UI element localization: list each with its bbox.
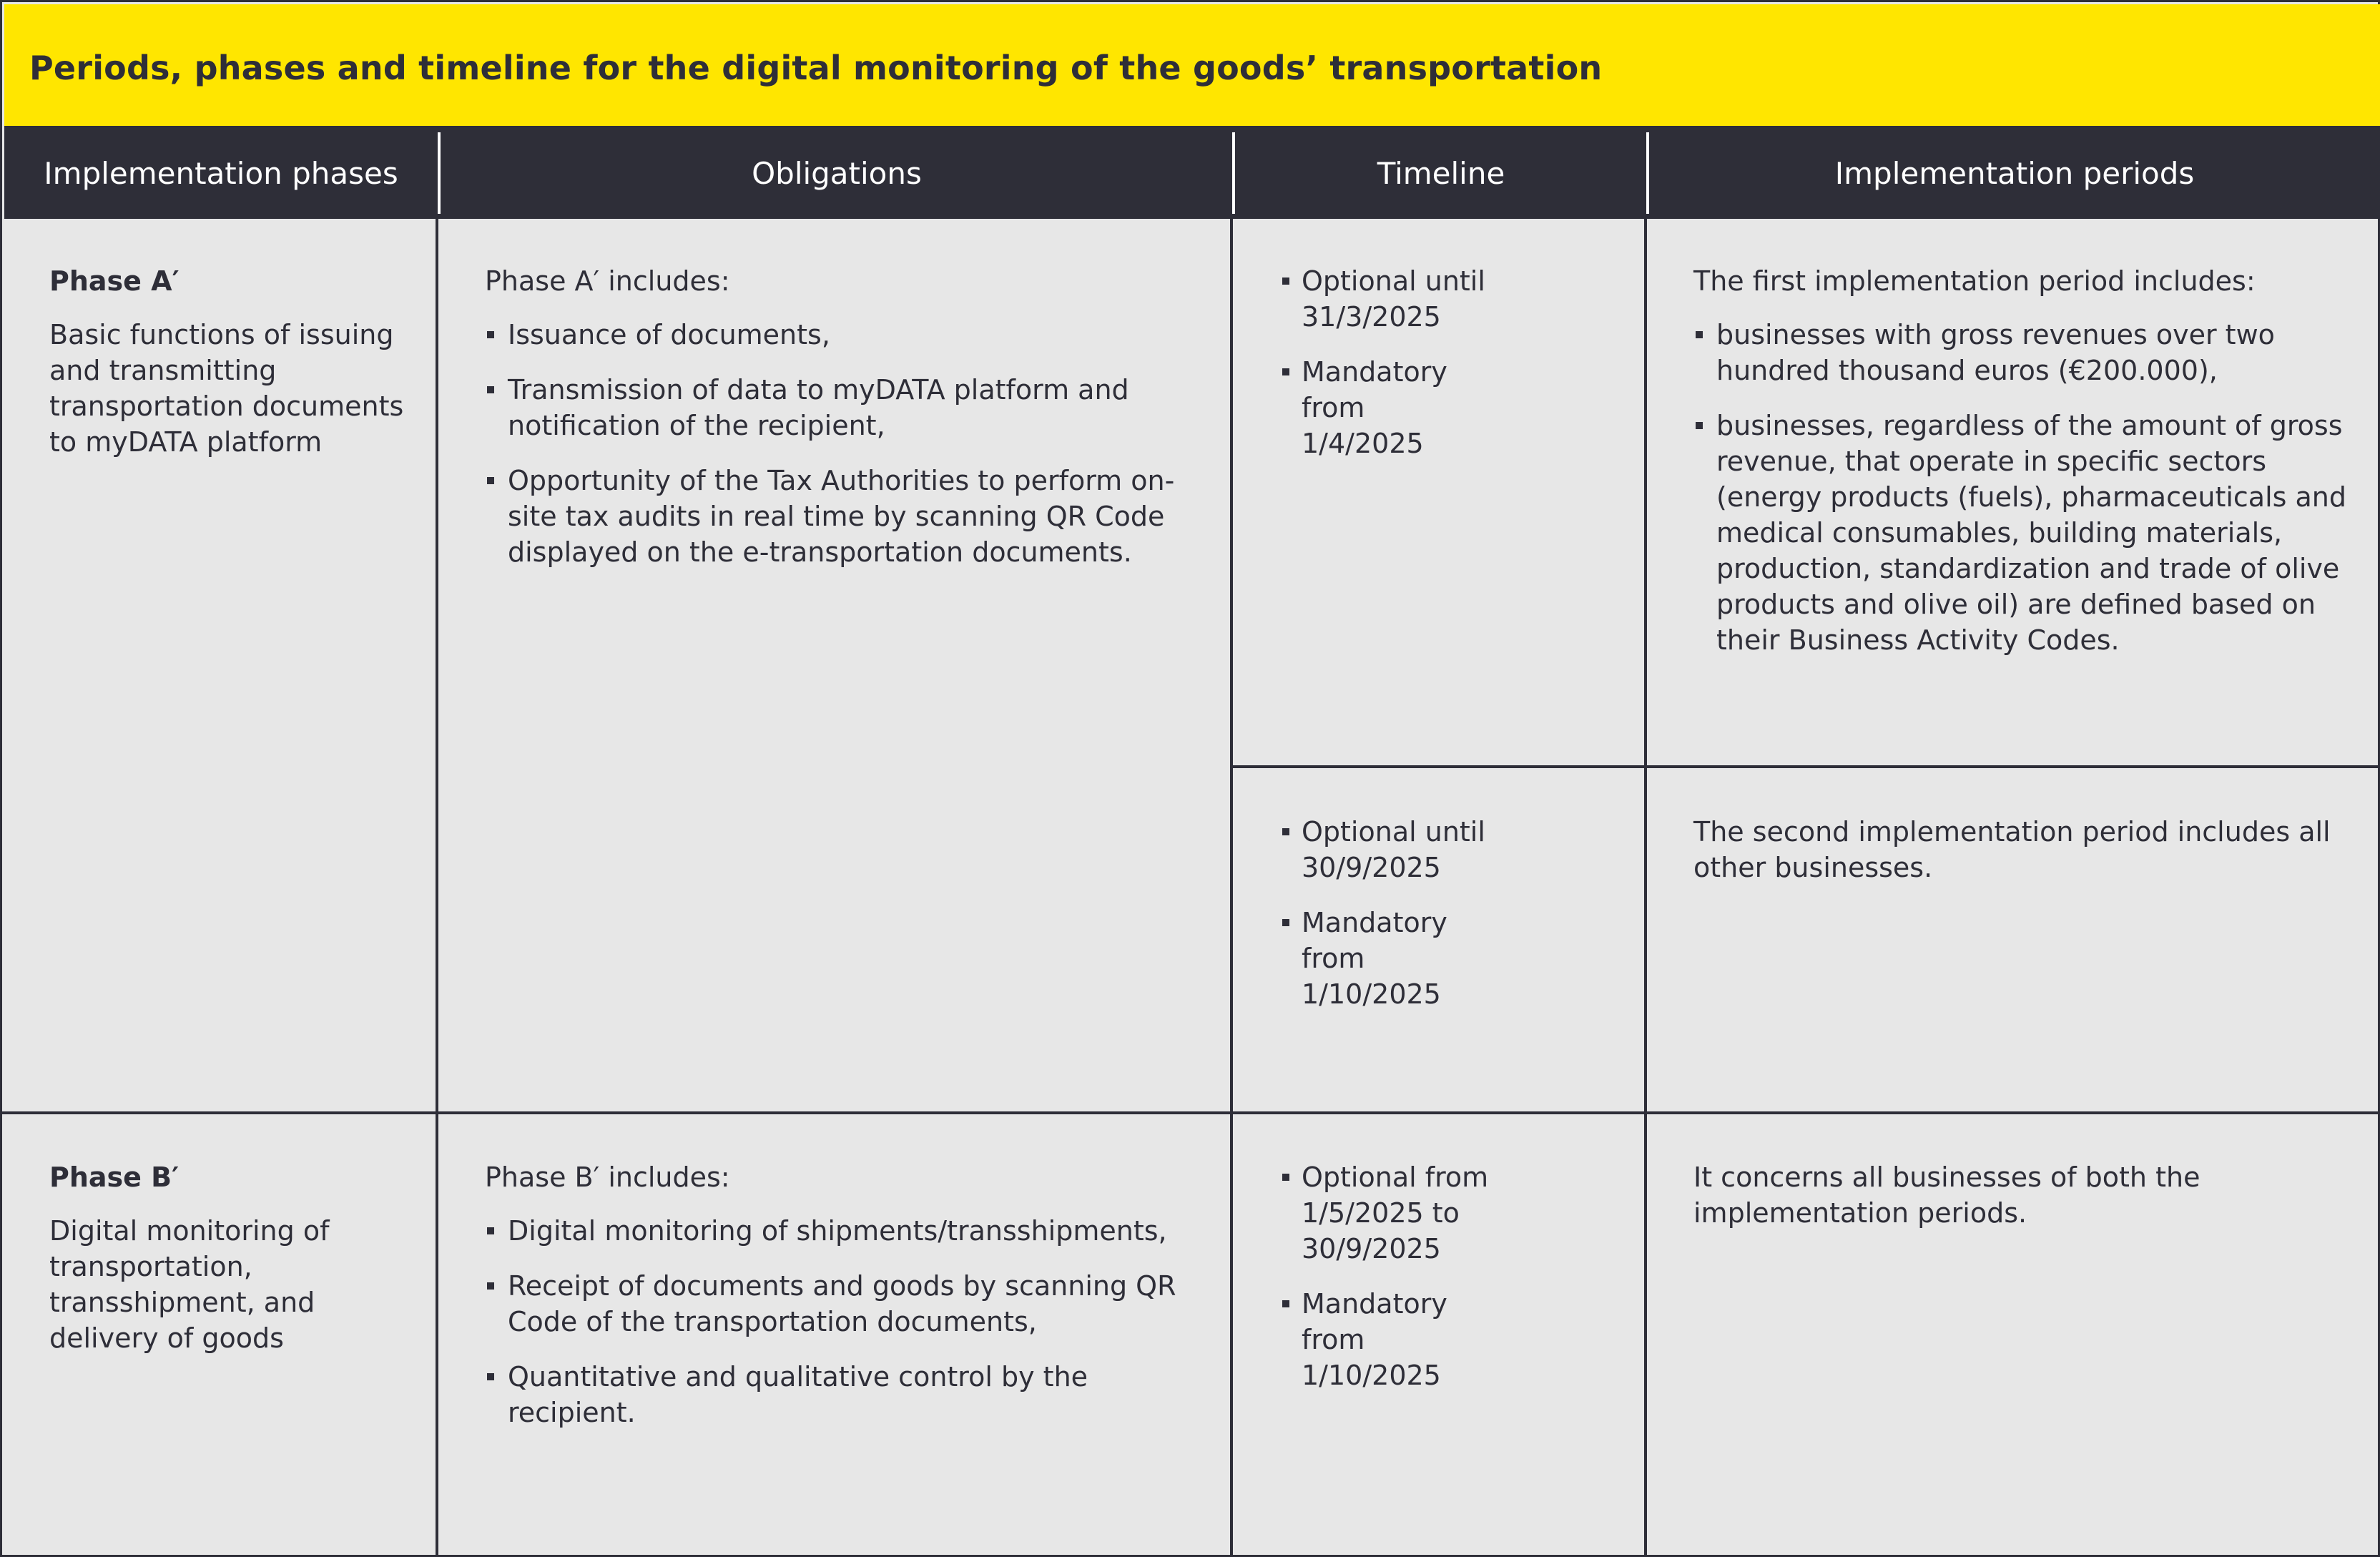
phase-a-timeline-second-list [1280, 814, 1495, 1012]
phase-a-cell [49, 263, 407, 460]
phase-b-obligations-list [485, 1213, 1200, 1430]
list-item: Mandatory from 1/4/2025 [1280, 354, 1495, 461]
list-item: Digital monitoring of shipments/transshipments, [485, 1213, 1200, 1249]
row-divider [2, 1111, 2380, 1114]
phase-b-timeline-list [1280, 1159, 1495, 1393]
list-item: Optional from 1/5/2025 to 30/9/2025 [1280, 1159, 1495, 1267]
column-divider [436, 217, 438, 1557]
phase-a-timeline-second-cell [1280, 814, 1495, 1031]
phase-b-obligations-cell [485, 1159, 1200, 1450]
header-obligations: Obligations [752, 156, 922, 191]
phase-a-obligations-intro: Phase A′ includes: [485, 265, 730, 297]
list-item: businesses, regardless of the amount of gross revenue, that operate in specific sectors (energy products (fuels), pharmaceuticals and medical consumables, building materials, production, standardization and trade of olive products and olive oil) are defined based on their Business Activity Codes. [1693, 408, 2351, 658]
header-row [4, 128, 2380, 219]
list-item: Mandatory from 1/10/2025 [1280, 905, 1495, 1012]
phase-b-timeline-cell [1280, 1159, 1495, 1413]
list-item: businesses with gross revenues over two hundred thousand euros (€200.000), [1693, 317, 2351, 388]
row-divider [1230, 765, 2380, 768]
phase-a-description: Basic functions of issuing and transmitting transportation documents to myDATA platform [49, 319, 404, 458]
header-timeline: Timeline [1377, 156, 1505, 191]
column-divider [1644, 217, 1647, 1557]
phase-b-period-text: It concerns all businesses of both the implementation periods. [1693, 1161, 2200, 1229]
list-item: Optional until 31/3/2025 [1280, 263, 1495, 335]
header-implementation-periods: Implementation periods [1834, 156, 2195, 191]
list-item: Receipt of documents and goods by scanning QR Code of the transportation documents, [485, 1268, 1200, 1340]
phase-a-obligations-list [485, 317, 1200, 570]
phase-a-timeline-first-cell [1280, 263, 1495, 481]
list-item: Quantitative and qualitative control by the recipient. [485, 1359, 1200, 1430]
title-bar [4, 4, 2380, 128]
list-item: Optional until 30/9/2025 [1280, 814, 1495, 885]
list-item: Mandatory from 1/10/2025 [1280, 1286, 1495, 1393]
second-period-cell [1693, 814, 2351, 885]
phase-a-timeline-first-list [1280, 263, 1495, 461]
table-title: Periods, phases and timeline for the digital monitoring of the goods’ transportation [29, 49, 1603, 87]
phase-b-cell [49, 1159, 357, 1356]
phase-a-title: Phase A′ [49, 265, 180, 297]
list-item: Issuance of documents, [485, 317, 1200, 353]
column-divider [1230, 217, 1233, 1557]
first-period-intro: The first implementation period includes: [1693, 265, 2256, 297]
header-implementation-phases: Implementation phases [44, 156, 398, 191]
phase-b-description: Digital monitoring of transportation, transshipment, and delivery of goods [49, 1215, 330, 1354]
first-period-list [1693, 317, 2351, 658]
list-item: Opportunity of the Tax Authorities to perform on-site tax audits in real time by scanning QR Code displayed on the e-transportation documents. [485, 463, 1200, 570]
phase-b-title: Phase B′ [49, 1161, 180, 1193]
phase-b-obligations-intro: Phase B′ includes: [485, 1161, 730, 1193]
phase-b-period-cell [1693, 1159, 2237, 1231]
list-item: Transmission of data to myDATA platform and notification of the recipient, [485, 372, 1200, 443]
phase-a-obligations-cell [485, 263, 1200, 589]
second-period-text: The second implementation period includes all other businesses. [1693, 816, 2331, 883]
first-period-cell [1693, 263, 2351, 677]
